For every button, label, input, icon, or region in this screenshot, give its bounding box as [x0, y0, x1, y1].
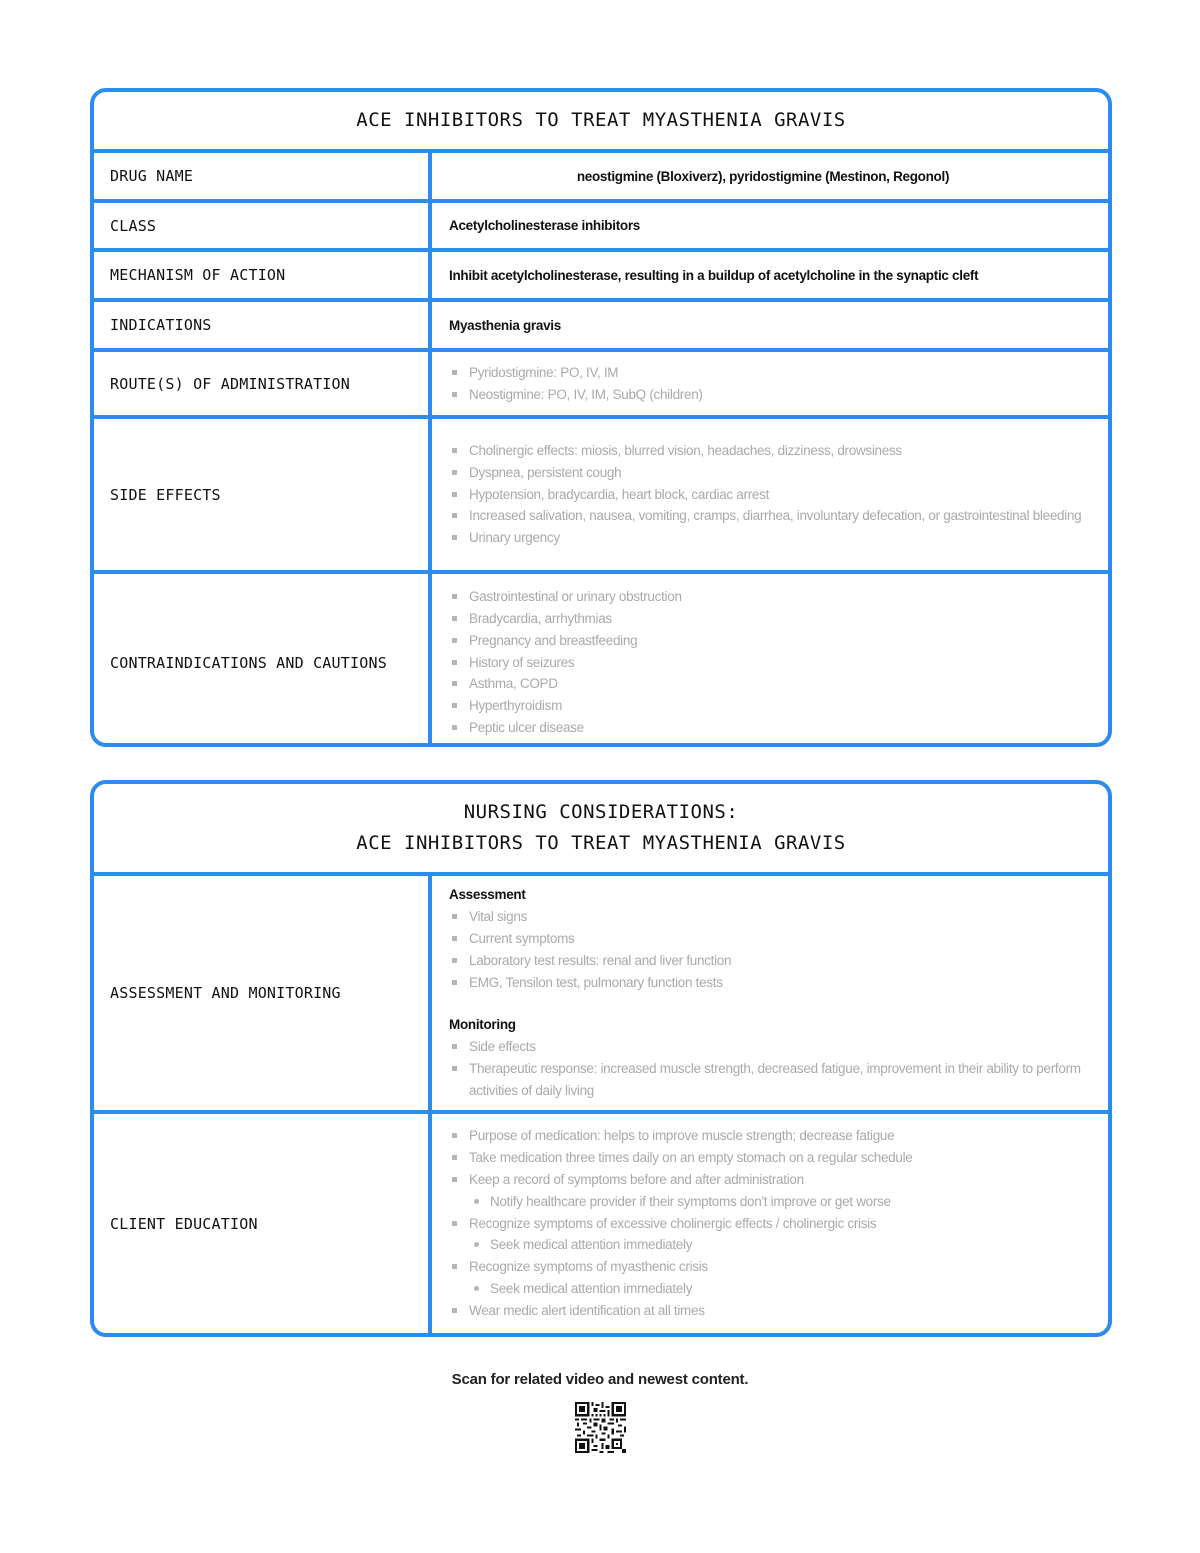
list-item: Purpose of medication: helps to improve muscle strength; decrease fatigue	[449, 1125, 1094, 1147]
assessment-label: ASSESSMENT AND MONITORING	[94, 876, 432, 1110]
list-item: Pyridostigmine: PO, IV, IM	[449, 362, 1094, 384]
indications-label: INDICATIONS	[94, 302, 432, 348]
class-label: CLASS	[94, 203, 432, 248]
nursing-title-line2: ACE INHIBITORS TO TREAT MYASTHENIA GRAVIS	[356, 832, 846, 854]
indications-value: Myasthenia gravis	[449, 317, 561, 333]
list-item: Peptic ulcer disease	[449, 717, 1094, 739]
row-indications	[94, 302, 1108, 352]
row-mechanism	[94, 252, 1108, 302]
contraindications-label: CONTRAINDICATIONS AND CAUTIONS	[94, 574, 432, 747]
drug-table-title-text: ACE INHIBITORS TO TREAT MYASTHENIA GRAVIS	[356, 109, 846, 131]
mechanism-label: MECHANISM OF ACTION	[94, 252, 432, 298]
list-item: Urinary urgency	[449, 527, 1094, 549]
class-value: Acetylcholinesterase inhibitors	[449, 218, 641, 233]
list-item: Laboratory test results: renal and liver function	[449, 950, 1094, 972]
nursing-title-line1: NURSING CONSIDERATIONS:	[463, 801, 739, 823]
list-item: Increased salivation, nausea, vomiting, cramps, diarrhea, involuntary defecation, or gastrointestinal bleeding	[449, 505, 1094, 527]
drug-name-value: neostigmine (Bloxiverz), pyridostigmine (Mestinon, Regonol)	[576, 168, 950, 184]
education-value	[432, 1114, 1108, 1333]
row-contraindications	[94, 574, 1108, 747]
list-item: Bradycardia, arrhythmias	[449, 608, 1094, 630]
routes-label: ROUTE(S) OF ADMINISTRATION	[94, 352, 432, 415]
list-item: Recognize symptoms of myasthenic crisis	[449, 1256, 1094, 1278]
list-subitem: Notify healthcare provider if their symptoms don't improve or get worse	[449, 1191, 1094, 1213]
list-item: Therapeutic response: increased muscle strength, decreased fatigue, improvement in their ability to perform activities of daily living	[449, 1058, 1094, 1102]
list-item: Vital signs	[449, 906, 1094, 928]
contraindications-value	[432, 574, 1108, 747]
education-label: CLIENT EDUCATION	[94, 1114, 432, 1333]
drug-info-table	[90, 88, 1112, 747]
row-assessment	[94, 876, 1108, 1114]
list-item: Hyperthyroidism	[449, 695, 1094, 717]
list-item: Side effects	[449, 1036, 1094, 1058]
list-item: Neostigmine: PO, IV, IM, SubQ (children)	[449, 384, 1094, 406]
list-item: Asthma, COPD	[449, 673, 1094, 695]
row-class	[94, 203, 1108, 252]
row-side-effects	[94, 419, 1108, 574]
qr-code-icon[interactable]	[575, 1402, 626, 1453]
row-drug-name	[94, 153, 1108, 203]
nursing-considerations-table	[90, 780, 1112, 1337]
drug-name-label: DRUG NAME	[94, 153, 432, 199]
list-item: EMG, Tensilon test, pulmonary function tests	[449, 972, 1094, 994]
monitoring-heading: Monitoring	[449, 1017, 516, 1033]
row-routes	[94, 352, 1108, 419]
list-item: Pregnancy and breastfeeding	[449, 630, 1094, 652]
list-subitem: Seek medical attention immediately	[449, 1278, 1094, 1300]
row-client-education	[94, 1114, 1108, 1333]
nursing-table-title	[94, 784, 1108, 876]
list-item: Keep a record of symptoms before and after administration	[449, 1169, 1094, 1191]
footer-text: Scan for related video and newest content.	[451, 1371, 749, 1388]
routes-value	[432, 352, 1108, 415]
list-item: Recognize symptoms of excessive cholinergic effects / cholinergic crisis	[449, 1213, 1094, 1235]
list-item: Wear medic alert identification at all times	[449, 1300, 1094, 1322]
list-item: History of seizures	[449, 652, 1094, 674]
list-item: Take medication three times daily on an empty stomach on a regular schedule	[449, 1147, 1094, 1169]
list-item: Hypotension, bradycardia, heart block, cardiac arrest	[449, 484, 1094, 506]
assessment-heading: Assessment	[449, 887, 526, 903]
side-effects-label: SIDE EFFECTS	[94, 419, 432, 570]
list-item: Current symptoms	[449, 928, 1094, 950]
drug-table-title	[94, 92, 1108, 153]
list-item: Dyspnea, persistent cough	[449, 462, 1094, 484]
list-subitem: Seek medical attention immediately	[449, 1234, 1094, 1256]
assessment-value	[432, 876, 1108, 1110]
list-item: Cholinergic effects: miosis, blurred vision, headaches, dizziness, drowsiness	[449, 440, 1094, 462]
mechanism-value: Inhibit acetylcholinesterase, resulting in a buildup of acetylcholine in the synaptic cleft	[449, 267, 979, 283]
list-item: Gastrointestinal or urinary obstruction	[449, 586, 1094, 608]
side-effects-value	[432, 419, 1108, 570]
